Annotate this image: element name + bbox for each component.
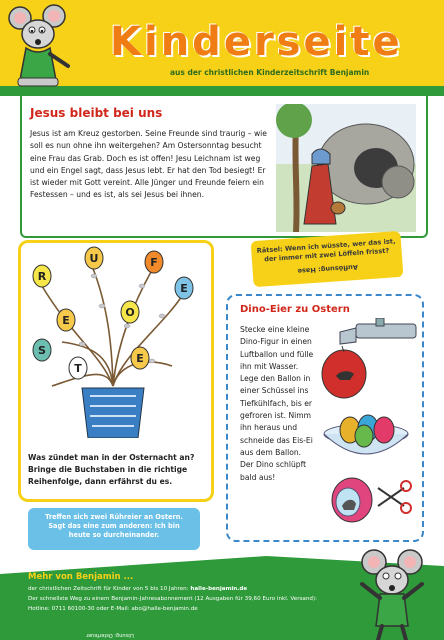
article-text: Jesus ist am Kreuz gestorben. Seine Freunde sind traurig – wie soll es nun ohne ihn weitergehen? Am Ostersonntag besucht eine Frau das Grab. Doch es ist offen! Jesu Leichnam ist weg und ein Engel sagt, dass Jesus lebt. Er hat den Tod besiegt! Er ist wieder mit Gott vereint. Alle Jünger und Freunde feiern ein Festessen – und es ist, als sei Jesus bei ihnen. bbox=[30, 129, 267, 200]
letter-egg-label: O bbox=[125, 306, 135, 319]
dino-text: Stecke eine kleine Dino-Figur in einen Luftballon und fülle ihn mit Wasser. Lege den Ballon in einer Schüssel ins Tiefkühlfach, bis er gefroren ist. Nimm ihn heraus und schneide das Eis-Ei aus dem Ballon. Der Dino schlüpft bald aus! bbox=[240, 325, 314, 482]
letter-egg-label: E bbox=[62, 314, 70, 327]
letter-egg-label: T bbox=[74, 362, 82, 375]
riddle-answer: Auflösung: Hase bbox=[297, 262, 359, 276]
page-subtitle: aus der christlichen Kinderzeitschrift Benjamin bbox=[170, 68, 370, 77]
letter-egg-label: E bbox=[136, 352, 144, 365]
empty-tomb-illustration bbox=[276, 104, 416, 232]
footer-line-1-text: der christlichen Zeitschrift für Kinder von 5 bis 10 Jahren: bbox=[28, 586, 189, 592]
joke-note bbox=[28, 508, 200, 550]
letter-egg-label: E bbox=[180, 282, 188, 295]
footer-title: Mehr von Benjamin ... bbox=[28, 572, 134, 582]
letter-egg-label: R bbox=[37, 270, 47, 283]
footer-line-2: Der schnellste Weg zu einem Benjamin-Jahresabonnement (12 Ausgaben für 39,60 Euro inkl. Versand): bbox=[28, 596, 317, 602]
riddle-note bbox=[251, 231, 404, 287]
mouse-mascot-footer-icon bbox=[350, 548, 434, 640]
footer-line-1 bbox=[28, 586, 247, 592]
article-title: Jesus bleibt bei uns bbox=[30, 106, 163, 120]
dino-title: Dino-Eier zu Ostern bbox=[240, 304, 350, 315]
letter-egg-label: U bbox=[89, 252, 99, 265]
ice-bowl-illustration bbox=[318, 404, 414, 464]
cutting-balloon-illustration bbox=[318, 466, 414, 528]
page-title: Kinderseite bbox=[110, 19, 403, 65]
joke-text: Treffen sich zwei Rühreier an Ostern. Sagt das eine zum anderen: Ich bin heute so durcheinander. bbox=[45, 513, 183, 539]
footer-website-link[interactable]: halle-benjamin.de bbox=[190, 586, 248, 592]
puzzle-question: Was zündet man in der Osternacht an? Bringe die Buchstaben in die richtige Reihenfolge, dann erfährst du es. bbox=[28, 453, 195, 486]
letter-egg-label: F bbox=[150, 256, 158, 269]
footer-line-3: Hotline: 0711 60100-30 oder E-Mail: abo@halle-benjamin.de bbox=[28, 606, 198, 612]
mouse-mascot-icon bbox=[6, 4, 76, 88]
riddle-question: Rätsel: Wenn ich wüsste, wer das ist, der immer mit zwei Löffeln frisst? bbox=[256, 237, 396, 264]
letter-egg-label: S bbox=[38, 344, 46, 357]
faucet-balloon-illustration bbox=[316, 318, 420, 400]
easter-branches-illustration bbox=[22, 246, 204, 438]
puzzle-solution: Lösung: Osterfeuer bbox=[86, 632, 134, 638]
